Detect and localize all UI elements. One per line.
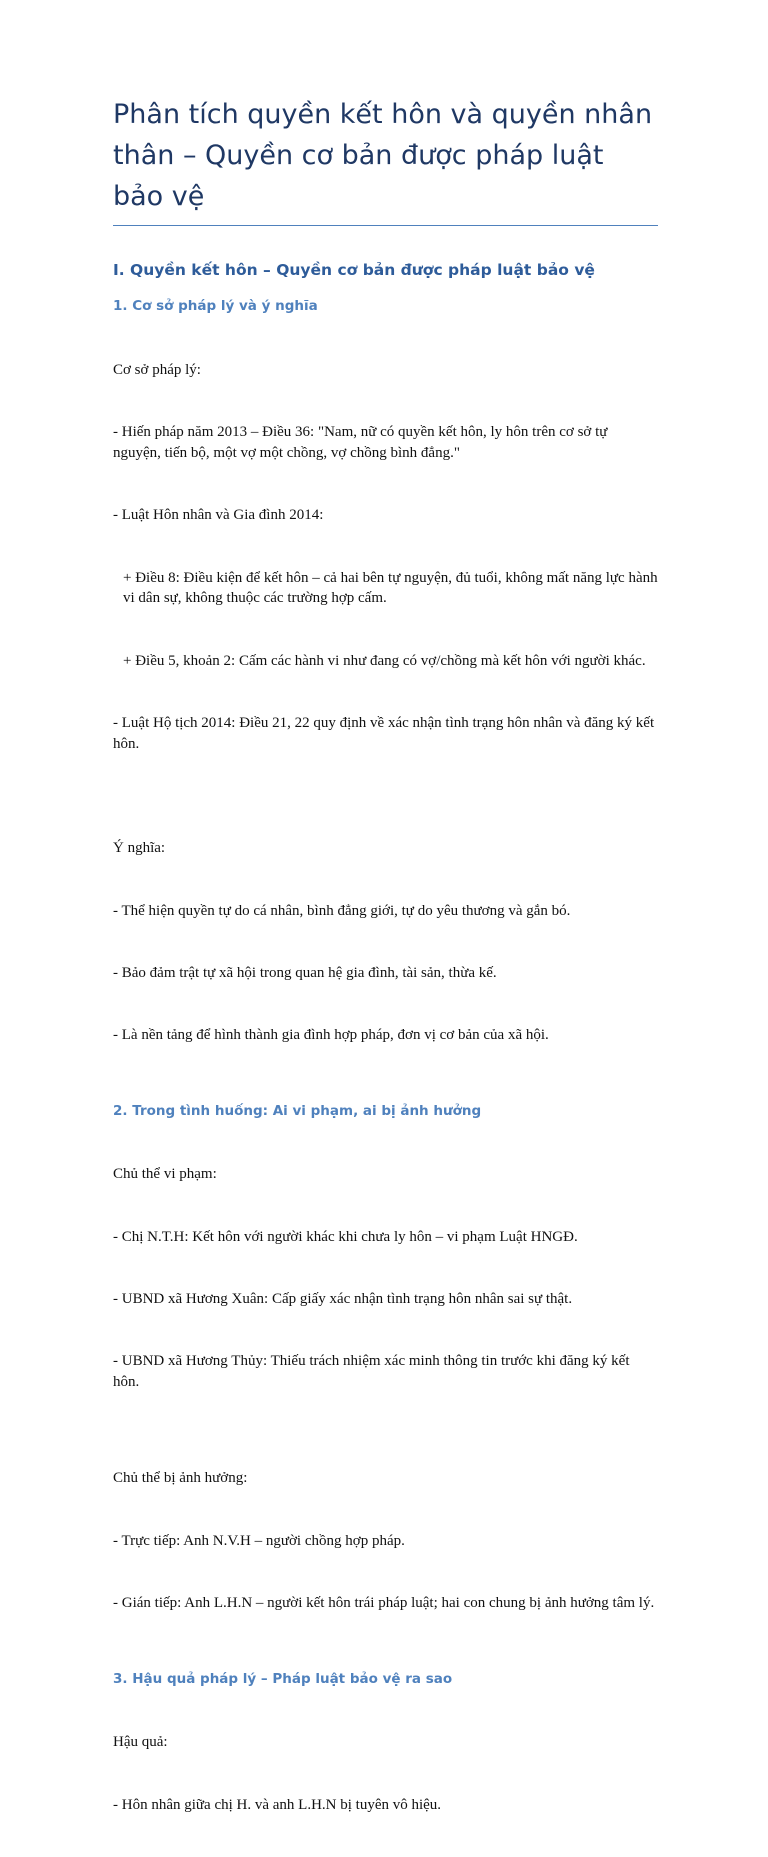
subsection-heading-2: 2. Trong tình huống: Ai vi phạm, ai bị ảnh hưởng <box>113 1102 482 1119</box>
document-title: Phân tích quyền kết hôn và quyền nhân thân – Quyền cơ bản được pháp luật bảo vệ <box>113 94 658 226</box>
legal-basis-label: Cơ sở pháp lý: <box>113 361 201 378</box>
consequence-label: Hậu quả: <box>113 1734 168 1751</box>
legal-basis-item: - Hiến pháp năm 2013 – Điều 36: "Nam, nữ có quyền kết hôn, ly hôn trên cơ sở tự nguyện, tiến bộ, một vợ một chồng, vợ chồng bình đẳng." <box>113 423 612 461</box>
subsection-2-body <box>113 1123 658 1656</box>
consequence-item: - Hôn nhân giữa chị H. và anh L.H.N bị tuyên vô hiệu. <box>113 1796 442 1813</box>
section-heading-1: I. Quyền kết hôn – Quyền cơ bản được pháp luật bảo vệ <box>113 261 595 279</box>
meaning-label: Ý nghĩa: <box>113 840 166 857</box>
subsection-heading-3: 3. Hậu quả pháp lý – Pháp luật bảo vệ ra sao <box>113 1670 453 1687</box>
meaning-item: - Bảo đảm trật tự xã hội trong quan hệ gia đình, tài sản, thừa kế. <box>113 964 497 981</box>
meaning-item: - Thể hiện quyền tự do cá nhân, bình đẳng giới, tự do yêu thương và gắn bó. <box>113 902 571 919</box>
affected-item: - Trực tiếp: Anh N.V.H – người chồng hợp pháp. <box>113 1532 405 1549</box>
legal-basis-item: + Điều 8: Điều kiện để kết hôn – cả hai bên tự nguyện, đủ tuổi, không mất năng lực hành vi dân sự, không thuộc các trường hợp cấm. <box>123 569 662 607</box>
subsection-3-body <box>113 1691 658 1857</box>
subsection-1-body <box>113 318 662 1088</box>
document-page <box>113 94 662 1857</box>
subsection-heading-1: 1. Cơ sở pháp lý và ý nghĩa <box>113 298 318 314</box>
legal-basis-item: + Điều 5, khoản 2: Cấm các hành vi như đang có vợ/chồng mà kết hôn với người khác. <box>123 652 646 669</box>
legal-basis-item: - Luật Hôn nhân và Gia đình 2014: <box>113 507 324 524</box>
violator-item: - UBND xã Hương Xuân: Cấp giấy xác nhận tình trạng hôn nhân sai sự thật. <box>113 1291 573 1308</box>
violator-item: - UBND xã Hương Thủy: Thiếu trách nhiệm xác minh thông tin trước khi đăng ký kết hôn. <box>113 1353 634 1391</box>
affected-label: Chủ thể bị ảnh hưởng: <box>113 1470 248 1487</box>
meaning-item: - Là nền tảng để hình thành gia đình hợp pháp, đơn vị cơ bản của xã hội. <box>113 1027 549 1044</box>
violators-label: Chủ thể vi phạm: <box>113 1166 217 1183</box>
legal-basis-item: - Luật Hộ tịch 2014: Điều 21, 22 quy định về xác nhận tình trạng hôn nhân và đăng ký kết hôn. <box>113 715 658 752</box>
violator-item: - Chị N.T.H: Kết hôn với người khác khi chưa ly hôn – vi phạm Luật HNGĐ. <box>113 1228 578 1245</box>
affected-item: - Gián tiếp: Anh L.H.N – người kết hôn trái pháp luật; hai con chung bị ảnh hưởng tâm lý. <box>113 1595 655 1612</box>
